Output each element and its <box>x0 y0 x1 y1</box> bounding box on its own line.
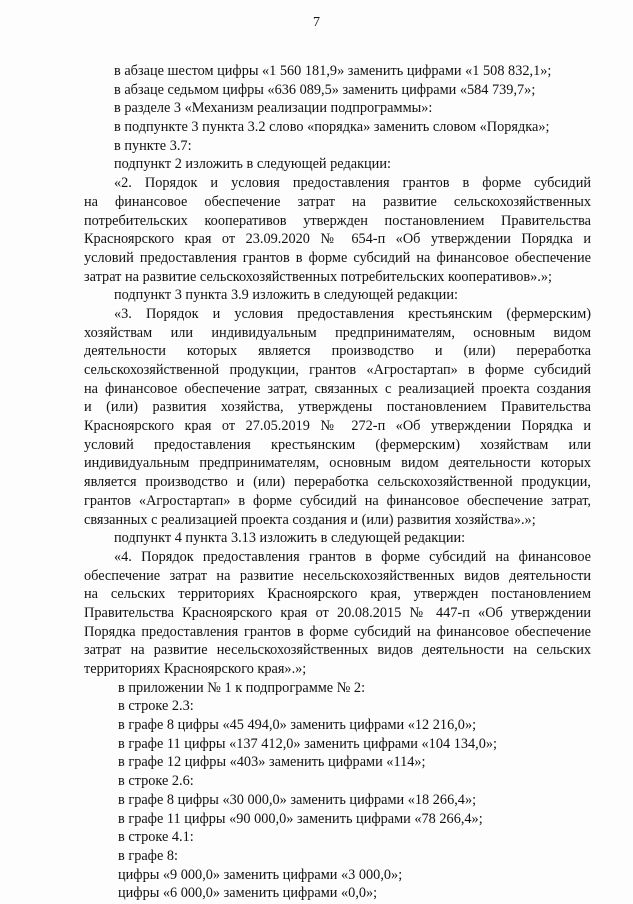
text-line: на финансовое обеспечение затрат на развитие сельскохозяйственных <box>84 193 591 210</box>
text-line: подпункт 4 пункта 3.13 изложить в следующей редакции: <box>114 530 466 547</box>
text-line: подпункт 2 изложить в следующей редакции: <box>114 156 391 173</box>
text-line: «4. Порядок предоставления грантов в форме субсидий на финансовое <box>114 548 591 565</box>
text-line: на финансовое обеспечение затрат, связанных с реализацией проекта создания <box>84 380 591 397</box>
text-line: «3. Порядок и условия предоставления крестьянским (фермерским) <box>114 305 591 322</box>
text-line: на сельских территориях Красноярского края, утвержден постановлением <box>84 586 591 603</box>
text-line: в графе 11 цифры «90 000,0» заменить цифрами «78 266,4»; <box>118 810 483 827</box>
text-line: в приложении № 1 к подпрограмме № 2: <box>118 679 366 696</box>
text-line: обеспечение затрат на развитие несельскохозяйственных видов деятельности <box>84 567 591 584</box>
text-line: деятельности которых является производство и (или) переработка <box>84 343 591 360</box>
page-number: 7 <box>313 15 320 30</box>
text-line: и (или) развития хозяйства, утверждены постановлением Правительства <box>84 399 591 416</box>
text-line: хозяйствам или индивидуальным предпринимателям, основным видом <box>84 324 591 341</box>
text-line: в строке 2.3: <box>118 698 194 715</box>
text-line: условий предоставления крестьянским (фермерским) хозяйствам или <box>84 436 591 453</box>
text-line: территориях Красноярского края».»; <box>84 661 307 678</box>
text-line: сельскохозяйственной продукции, грантов «Агростартап» в форме субсидий <box>84 362 591 379</box>
text-line: является производство и (или) переработка сельскохозяйственной продукции, <box>84 474 591 491</box>
text-line: в графе 11 цифры «137 412,0» заменить цифрами «104 134,0»; <box>118 735 497 752</box>
text-line: в графе 8 цифры «45 494,0» заменить цифрами «12 216,0»; <box>118 717 477 734</box>
text-line: цифры «6 000,0» заменить цифрами «0,0»; <box>118 885 378 902</box>
text-line: в пункте 3.7: <box>114 137 192 154</box>
text-line: цифры «9 000,0» заменить цифрами «3 000,0»; <box>118 866 403 883</box>
text-line: в разделе 3 «Механизм реализации подпрограммы»: <box>114 100 433 117</box>
text-line: Правительства Красноярского края от 20.08.2015 № 447-п «Об утверждении <box>84 604 591 621</box>
text-line: Красноярского края от 27.05.2019 № 272-п «Об утверждении Порядка и <box>84 418 591 435</box>
text-line: Порядка предоставления грантов в форме субсидий на финансовое обеспечение <box>84 623 591 640</box>
text-line: в строке 2.6: <box>118 773 194 790</box>
text-line: в абзаце седьмом цифры «636 089,5» заменить цифрами «584 739,7»; <box>114 81 536 98</box>
text-line: в строке 4.1: <box>118 829 194 846</box>
text-line: затрат на развитие несельскохозяйственных видов деятельности на сельских <box>84 642 591 659</box>
text-line: «2. Порядок и условия предоставления грантов в форме субсидий <box>114 175 591 192</box>
text-line: грантов «Агростартап» в форме субсидий на финансовое обеспечение затрат, <box>84 492 591 509</box>
text-line: в подпункте 3 пункта 3.2 слово «порядка» заменить словом «Порядка»; <box>114 119 550 136</box>
text-line: Красноярского края от 23.09.2020 № 654-п «Об утверждении Порядка и <box>84 231 591 248</box>
text-line: индивидуальным предпринимателям, основным видом деятельности которых <box>84 455 591 472</box>
text-line: в абзаце шестом цифры «1 560 181,9» заменить цифрами «1 508 832,1»; <box>114 63 552 79</box>
text-line: связанных с реализацией проекта создания и (или) развития хозяйства».»; <box>84 511 536 528</box>
text-line: потребительских кооперативов утвержден постановлением Правительства <box>84 212 591 229</box>
text-line: затрат на развитие сельскохозяйственных потребительских кооперативов».»; <box>84 268 552 285</box>
text-line: в графе 12 цифры «403» заменить цифрами «114»; <box>118 754 426 771</box>
text-line: в графе 8 цифры «30 000,0» заменить цифрами «18 266,4»; <box>118 791 477 808</box>
text-line: в графе 8: <box>118 847 178 864</box>
text-line: подпункт 3 пункта 3.9 изложить в следующей редакции: <box>114 287 458 304</box>
text-line: условий предоставления грантов в форме субсидий на финансовое обеспечение <box>84 249 591 266</box>
